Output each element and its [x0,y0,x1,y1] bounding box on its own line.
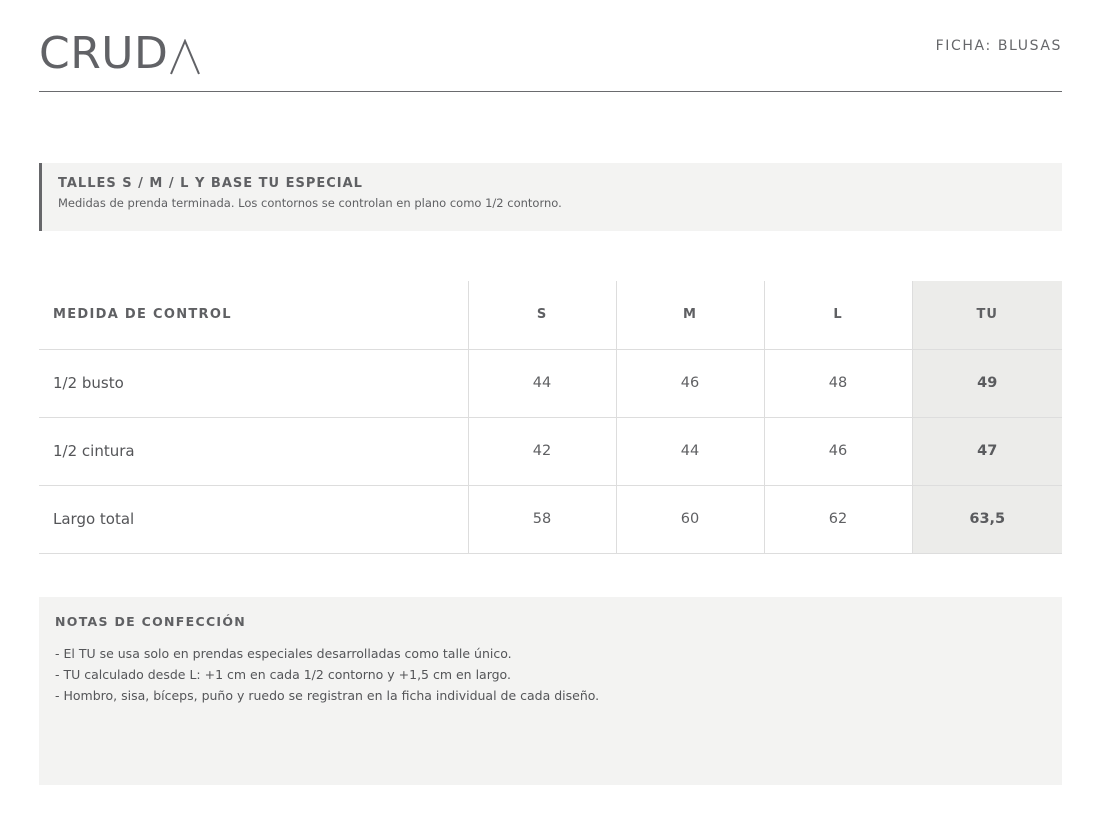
column-header-m: M [616,281,764,349]
document-type-label: FICHA: BLUSAS [935,38,1062,54]
brand-logo-mark-icon [170,39,200,75]
row-label: Largo total [39,485,468,553]
table-header-row [39,281,1062,349]
brand-logo [39,28,200,80]
cell-tu: 49 [912,349,1062,417]
table-row [39,349,1062,417]
cell-tu: 63,5 [912,485,1062,553]
production-notes-panel [39,597,1062,785]
row-label: 1/2 busto [39,349,468,417]
row-label: 1/2 cintura [39,417,468,485]
sizes-intro-panel [39,163,1062,231]
list-item: - El TU se usa solo en prendas especiales desarrolladas como talle único. [55,646,512,661]
cell-tu: 47 [912,417,1062,485]
cell-m: 44 [616,417,764,485]
cell-s: 58 [468,485,616,553]
list-item: - Hombro, sisa, bíceps, puño y ruedo se registran en la ficha individual de cada diseño. [55,688,600,703]
column-header-l: L [764,281,912,349]
size-chart-table [39,281,1062,554]
page-header [39,0,1062,92]
production-notes-list [55,643,1046,706]
cell-m: 60 [616,485,764,553]
production-notes-title: NOTAS DE CONFECCIÓN [55,614,247,629]
sizes-intro-subtitle: Medidas de prenda terminada. Los contornos se controlan en plano como 1/2 contorno. [58,196,562,210]
brand-logo-text: CRUD [39,28,169,79]
table-row [39,485,1062,553]
cell-l: 48 [764,349,912,417]
list-item: - TU calculado desde L: +1 cm en cada 1/2 contorno y +1,5 cm en largo. [55,667,511,682]
sizes-intro-title: TALLES S / M / L Y BASE TU ESPECIAL [58,176,363,191]
cell-s: 42 [468,417,616,485]
cell-l: 62 [764,485,912,553]
cell-m: 46 [616,349,764,417]
table-row [39,417,1062,485]
column-header-tu: TU [912,281,1062,349]
cell-s: 44 [468,349,616,417]
column-header-s: S [468,281,616,349]
cell-l: 46 [764,417,912,485]
column-header-measure: MEDIDA DE CONTROL [39,281,468,349]
